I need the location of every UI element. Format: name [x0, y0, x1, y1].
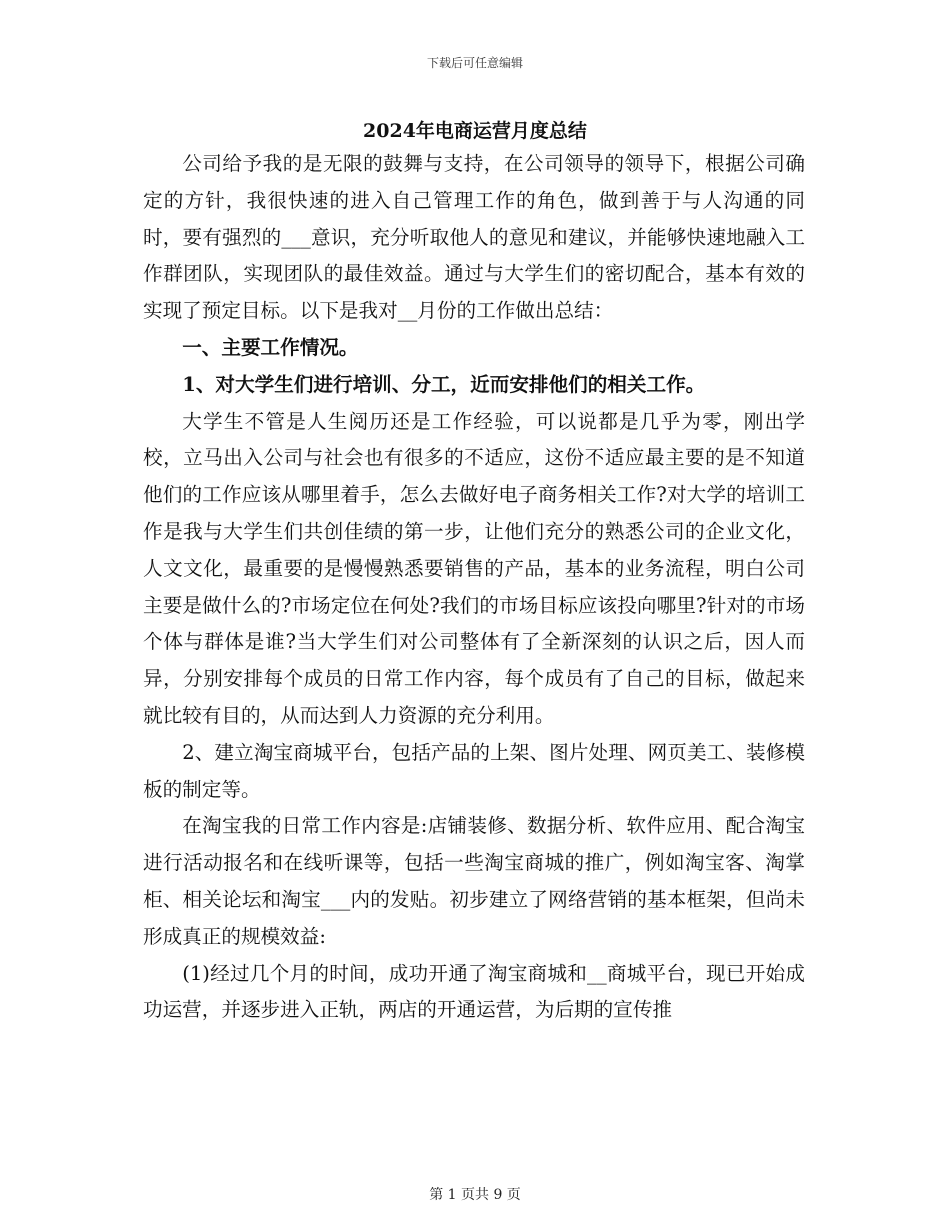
paragraph-item-1: (1)经过几个月的时间，成功开通了淘宝商城和__商城平台，现已开始成功运营，并逐步进入正轨，两店的开通运营，为后期的宣传推: [143, 961, 805, 1022]
section-heading: 一、主要工作情况。: [182, 335, 359, 359]
header-note: 下载后可任意编辑: [426, 56, 523, 70]
document-body: [143, 146, 805, 1029]
paragraph-intro: 公司给予我的是无限的鼓舞与支持，在公司领导的领导下，根据公司确定的方针，我很快速的进入自己管理工作的角色，做到善于与人沟通的同时，要有强烈的___意识，充分听取他人的意见和建议，并能够快速地融入工作群团队，实现团队的最佳效益。通过与大学生们的密切配合，基本有效的实现了预定目标。以下是我对__月份的工作做出总结：: [143, 152, 805, 323]
subsection-heading: 1、对大学生们进行培训、分工，近而安排他们的相关工作。: [182, 372, 706, 396]
page-footer: 第 1 页共 9 页: [429, 1187, 521, 1203]
paragraph-training: 大学生不管是人生阅历还是工作经验，可以说都是几乎为零，刚出学校，立马出入公司与社会也有很多的不适应，这份不适应最主要的是不知道他们的工作应该从哪里着手，怎么去做好电子商务相关工作?对大学的培训工作是我与大学生们共创佳绩的第一步，让他们充分的熟悉公司的企业文化，人文文化，最重要的是慢慢熟悉要销售的产品，基本的业务流程，明白公司主要是做什么的?市场定位在何处?我们的市场目标应该投向哪里?针对的市场个体与群体是谁?当大学生们对公司整体有了全新深刻的认识之后，因人而异，分别安排每个成员的日常工作内容，每个成员有了自己的目标，做起来就比较有目的，从而达到人力资源的充分利用。: [143, 409, 805, 727]
paragraph-platform: 2、建立淘宝商城平台，包括产品的上架、图片处理、网页美工、装修模板的制定等。: [143, 740, 805, 801]
document-title: 2024年电商运营月度总结: [363, 120, 587, 142]
paragraph-daily-work: 在淘宝我的日常工作内容是:店铺装修、数据分析、软件应用、配合淘宝进行活动报名和在线听课等，包括一些淘宝商城的推广，例如淘宝客、淘掌柜、相关论坛和淘宝___内的发贴。初步建立了网络营销的基本框架，但尚未形成真正的规模效益:: [143, 814, 805, 948]
